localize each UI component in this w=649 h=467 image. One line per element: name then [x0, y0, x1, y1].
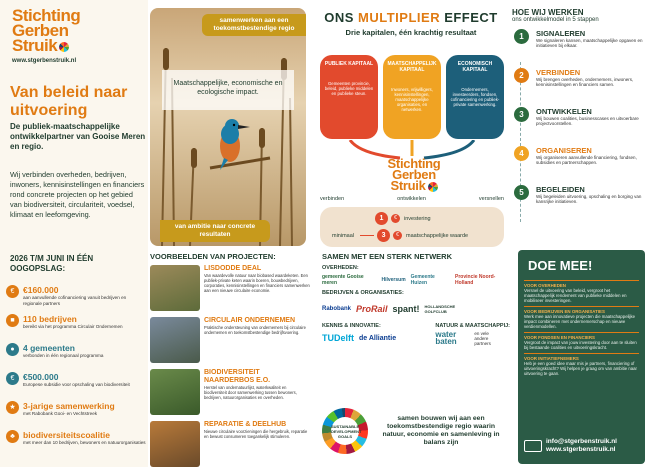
how-subtitle: ons ontwikkelmodel in 5 stappen: [512, 17, 599, 23]
stat-desc: bereikt via het programma Circulair Ondernemen: [23, 324, 123, 329]
logo-prorail: ProRail: [356, 304, 388, 314]
sdg-wheel-icon: [59, 42, 69, 52]
logo-tudelft: TUDelft: [322, 333, 354, 343]
step-item: [512, 146, 649, 185]
step-desc: Wij brengen overheden, ondernemers, inwoners, kennisinstellingen en financiers samen.: [536, 77, 634, 88]
stat-value: 3-jarige samenwerking: [23, 401, 115, 411]
building-icon: ■: [6, 314, 19, 327]
envelope-icon: [524, 440, 542, 452]
euro-icon: €: [393, 231, 402, 240]
natuur-logos: [435, 331, 510, 345]
step-item: [512, 68, 649, 107]
capital-public: [320, 55, 378, 139]
stat-value: €500.000: [23, 372, 59, 382]
stat-value: biodiversiteitscoalitie: [23, 430, 110, 440]
step-desc: Wij begeleiden uitvoering, opschaling en borging van kansrijke initiatieven.: [536, 194, 642, 205]
project-item[interactable]: [150, 421, 310, 467]
logo-line-1: Stichting: [12, 6, 81, 25]
step-desc: We signaleren kansen, maatschappelijke opgaven en initiatieven bij elkaar.: [536, 38, 643, 49]
stat-item: [6, 314, 146, 338]
logo-hilversum: Hilversum: [381, 277, 406, 283]
project-desc: Herstel van ondernatuurlijst, waterkwaliteit en biodiversiteit door samenwerking tussen bewoners, bedrijven, natuurorganisaties en overheden.: [204, 385, 297, 400]
step-heading: BEGELEIDEN: [536, 185, 585, 194]
logo-water-baten: water baten: [435, 330, 457, 346]
cta-block: [524, 280, 639, 303]
kennis-label: KENNIS & INNOVATIE:: [322, 323, 381, 329]
cta-title: DOE MEE!: [528, 258, 593, 273]
step-number: 4: [514, 146, 529, 161]
euro-icon: €: [6, 372, 19, 385]
projects-section: [150, 252, 310, 467]
ribbon-bottom: van ambitie naar concrete resultaten: [160, 220, 270, 242]
capital-social: [383, 55, 441, 139]
cta-block-head: VOOR OVERHEDEN: [524, 283, 566, 288]
capital-head: MAATSCHAPPELIJK KAPITAAL: [387, 61, 437, 73]
cta-block-body: Versnel de uitvoering van beleid, vergroot het maatschappelijk rendement van publieke middelen en mobiliseer investeringen.: [524, 288, 627, 303]
process-steps: [320, 196, 504, 202]
ratio-value-1: 1: [375, 212, 388, 225]
capital-head: ECONOMISCH KAPITAAL: [457, 61, 493, 73]
capital-body: Gemeenten provincie, beleid, publieke middelen en publieke steun.: [324, 81, 374, 96]
overheden-label: OVERHEDEN:: [322, 265, 359, 271]
center-logo-line-1: Stichting: [387, 156, 441, 171]
arrow-icon: [360, 235, 374, 236]
center-logo-line-2: Gerben: [392, 167, 436, 182]
contact: [524, 438, 640, 454]
cta-block: [524, 332, 639, 350]
step-desc: Wij organiseren aanvullende financiering, fondsen, subsidies en partnerschappen.: [536, 155, 637, 166]
step-number: 1: [514, 29, 529, 44]
stat-item: [6, 372, 146, 396]
capital-head: PUBLIEK KAPITAAL: [324, 61, 374, 67]
logo-line-2: Gerben: [12, 21, 69, 40]
stats-list: [6, 285, 146, 459]
project-item[interactable]: [150, 265, 310, 313]
cta-block-head: VOOR BEDRIJVEN EN ORGANISATIES: [524, 309, 605, 314]
step-item: [512, 185, 649, 224]
step-heading: ONTWIKKELEN: [536, 107, 592, 116]
minimaal-label: minimaal: [332, 232, 355, 239]
project-title: BIODIVERSITEIT NAARDERBOS E.O.: [204, 369, 271, 384]
projects-title: VOORBEELDEN VAN PROJECTEN:: [150, 252, 276, 261]
contact-site[interactable]: www.stgerbenstruik.nl: [546, 446, 616, 453]
star-icon: ★: [6, 401, 19, 414]
project-photo: [150, 317, 200, 363]
headline: Van beleid naar uitvoering: [10, 84, 128, 119]
closing-statement: [322, 408, 508, 454]
project-item[interactable]: [150, 317, 310, 365]
cta-block: [524, 353, 639, 376]
reeds-illustration: [150, 8, 306, 246]
bedrijven-label: BEDRIJVEN & ORGANISATIES:: [322, 290, 404, 296]
multiplier-subtitle: Drie kapitalen, één krachtig resultaat: [345, 28, 477, 37]
contact-email[interactable]: info@stgerbenstruik.nl: [546, 438, 617, 445]
logo-line-3: Struik: [12, 36, 58, 55]
stat-item: [6, 343, 146, 367]
project-photo: [150, 369, 200, 415]
euro-icon: €: [391, 214, 400, 223]
cta-block: [524, 306, 639, 329]
kennis-natuur-row: [322, 320, 510, 345]
multiplier-title: [312, 10, 510, 25]
cta-block-head: VOOR FONDSEN EN FINANCIERS: [524, 335, 595, 340]
stat-item: [6, 401, 146, 425]
title-part-c: EFFECT: [440, 10, 498, 25]
subtitle: De publiek-maatschappelijke ontwikkelpartner van Gooise Meren en regio.: [10, 122, 146, 151]
step-number: 3: [514, 107, 529, 122]
step-item: [512, 107, 649, 146]
how-we-work: [512, 8, 649, 246]
stat-value: €160.000: [23, 285, 59, 295]
stat-item: [6, 285, 146, 309]
center-logo-line-3: Struik: [390, 178, 426, 193]
step-heading: VERBINDEN: [536, 68, 581, 77]
logo-alliantie: de Alliantie: [359, 334, 397, 342]
kingfisher-photo: [150, 8, 306, 246]
step-number: 2: [514, 68, 529, 83]
project-title: CIRCULAIR ONDERNEMEN: [204, 317, 295, 324]
center-logo: [364, 158, 464, 192]
ribbon-top: samenwerken aan een toekomstbestendige regio: [202, 14, 306, 36]
ratio-label-1: investering: [404, 215, 431, 222]
closing-text: samen bouwen wij aan een toekomstbestendige regio waarin natuur, economie en samenleving in balans zijn: [382, 415, 500, 446]
how-title: HOE WIJ WERKEN: [512, 8, 584, 17]
stat-desc: verbonden in één regionaal programma: [23, 353, 104, 358]
kennis-logos: [322, 331, 396, 345]
more-partners: en vele andere partners: [474, 330, 491, 346]
stat-item: [6, 430, 146, 454]
step-heading: SIGNALEREN: [536, 29, 586, 38]
logo-gooise-meren: gemeente Gooise meren: [322, 274, 364, 286]
project-title: REPARATIE & DEELHUB: [204, 421, 287, 428]
cta-block-body: Vergroot de impact van jouw investering door aan te sluiten bij bestaande coalities en uitvoeringskracht.: [524, 340, 637, 350]
sdg-wheel-icon: [322, 408, 368, 454]
step-verbinden: verbinden: [320, 196, 345, 202]
logo: [12, 8, 80, 69]
people-icon: ●: [6, 343, 19, 356]
project-desc: Nieuwe circulaire voorzieningen die hergebruik, reparatie en bewust consumeren toegankelijk stimuleren.: [204, 429, 308, 439]
step-desc: Wij bouwen coalities, businesscases en uitvoerbare projectvoorstellen.: [536, 116, 639, 127]
project-desc: Van waardevolle natuur naar biobased waardeketen. Een publiek-private keten waarin boeren, bouwbedrijven, corporaties, kennisinstellingen en financiers samenwerken aan een nieuwe circulaire economie.: [204, 273, 310, 293]
leaf-icon: ♣: [6, 430, 19, 443]
investment-ratio: [320, 207, 504, 247]
euro-icon: €: [6, 285, 19, 298]
bedrijven-logos: [322, 298, 510, 320]
impact-bubble: Maatschappelijke, economische en ecologische impact.: [162, 70, 294, 110]
stat-value: 4 gemeenten: [23, 343, 75, 353]
project-photo: [150, 421, 200, 467]
stat-desc: Europese subsidie voor opschaling van biodiversiteit: [23, 382, 130, 387]
step-heading: ORGANISEREN: [536, 146, 592, 155]
title-part-a: ONS: [324, 10, 359, 25]
capitals: [320, 55, 504, 143]
partners-title: SAMEN MET EEN STERK NETWERK: [322, 252, 453, 261]
stat-desc: met meer dan 10 bedrijven, bewoners en natuurorganisaties: [23, 440, 146, 445]
logo-huizen: Gemeente Huizen: [410, 274, 435, 286]
project-desc: Praktische ondersteuning van ondernemers bij circulaire ondernemen en toekomstbestendige bedrijfsvoering.: [204, 325, 306, 335]
stat-desc: met Rabobank Gooi- en Vechtstreek: [23, 411, 98, 416]
natuur-label: NATUUR & MAATSCHAPPIJ:: [435, 323, 510, 329]
project-title: LISDODDE DEAL: [204, 265, 262, 272]
logo-golfclub: HOLLANDSCHE GOLFCLUB: [424, 304, 456, 314]
sdg-wheel-icon: [428, 182, 438, 192]
ratio-label-2: maatschappelijke waarde: [406, 232, 469, 239]
logo-noord-holland: Provincie Noord-Holland: [455, 274, 496, 286]
step-ontwikkelen: ontwikkelen: [397, 196, 426, 202]
logo-spant: spant!: [392, 304, 420, 314]
stat-desc: aan aanvullende cofinanciering vanuit bedrijven en regionale partners: [23, 295, 127, 306]
step-item: [512, 29, 649, 68]
stat-value: 110 bedrijven: [23, 314, 77, 324]
title-part-b: MULTIPLIER: [358, 10, 441, 25]
call-to-action: [518, 250, 645, 464]
stats-heading: 2026 T/M JUNI IN ÉÉN OOGOPSLAG:: [10, 254, 94, 273]
capital-body: Inwoners, vrijwilligers, kennisinstellingen, maatschappelijke organisaties, en netwerken.: [391, 87, 433, 112]
left-column: [0, 0, 148, 467]
step-number: 5: [514, 185, 529, 200]
step-versnellen: versnellen: [478, 196, 504, 202]
partners-section: [322, 252, 510, 345]
multiplier-header: [312, 10, 510, 37]
cta-block-body: Werk mee aan innovatieve projecten die maatschappelijke impact combineren met ondernemerschap en nieuwe verdienmodellen.: [524, 314, 635, 329]
capital-economic: [446, 55, 504, 139]
capital-body: Ondernemers, investeerders, fondsen, cofinanciering en publiek-private samenwerking.: [450, 87, 500, 107]
ratio-investment-row: [372, 212, 431, 225]
ratio-value-row: [328, 229, 468, 242]
overheden-logos: [322, 273, 510, 287]
ratio-value-2: 3: [377, 229, 390, 242]
project-item[interactable]: [150, 369, 310, 417]
project-photo: [150, 265, 200, 311]
sdg-label: SUSTAINABLE DEVELOPMENT GOALS: [331, 417, 359, 445]
logo-url[interactable]: www.stgerbenstruik.nl: [12, 58, 77, 64]
cta-block-body: Heb je een goed idee maar mis je partners, financiering of uitvoeringskracht? Wij helpen je graag om van ambitie naar uitvoering te gaan.: [524, 361, 637, 376]
logo-rabobank: Rabobank: [322, 306, 352, 312]
intro-text: Wij verbinden overheden, bedrijven, inwoners, kennisinstellingen en financiers rond concrete projecten op het gebied van biodiversiteit, circulariteit, voedsel, klimaat en leefomgeving.: [10, 170, 145, 219]
cta-block-head: VOOR INITIATIEFNEMERS: [524, 356, 579, 361]
